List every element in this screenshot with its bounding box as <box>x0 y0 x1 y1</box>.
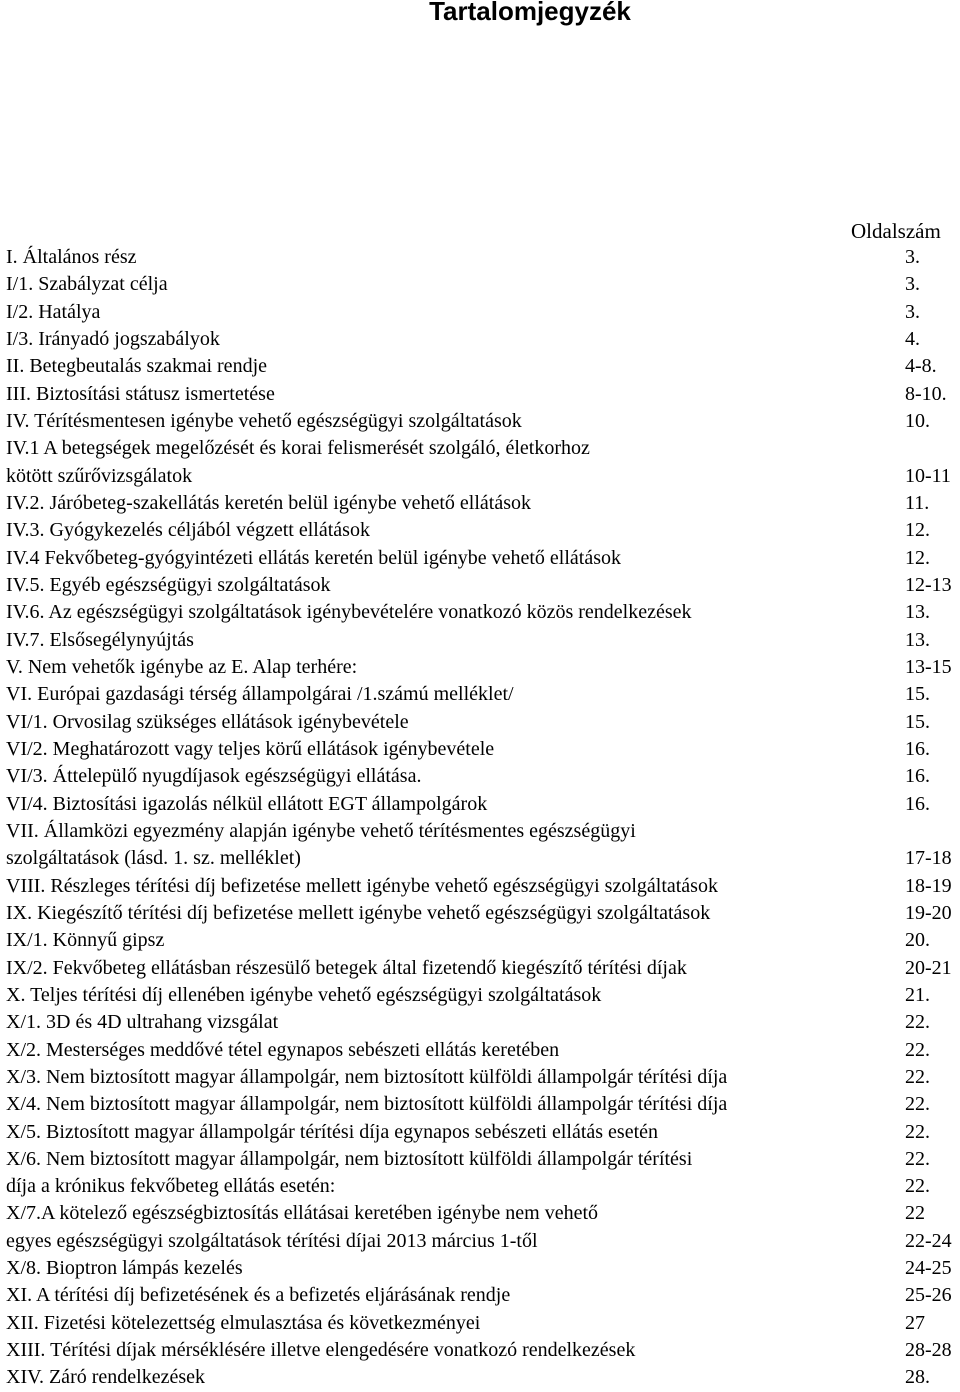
document-title: Tartalomjegyzék <box>429 0 631 26</box>
toc-entry-title: szolgáltatások (lásd. 1. sz. melléklet) <box>6 847 301 870</box>
toc-entry-title: X/4. Nem biztosított magyar állampolgár, nem biztosított külföldi állampolgár térítési díja <box>6 1093 728 1116</box>
toc-entry-page: 22-24 <box>905 1229 952 1252</box>
toc-entry <box>0 654 960 681</box>
toc-entry <box>0 1255 960 1282</box>
toc-entry-page: 16. <box>905 792 930 815</box>
toc-entry-page: 28-28 <box>905 1339 952 1362</box>
toc-entry <box>0 1282 960 1309</box>
toc-entry-title: X/7.A kötelező egészségbiztosítás ellátásai keretében igénybe nem vehető <box>6 1202 599 1225</box>
toc-entry-page: 28. <box>905 1366 930 1389</box>
toc-entry-title: X/1. 3D és 4D ultrahang vizsgálat <box>6 1011 279 1034</box>
toc-entry-title: VI/2. Meghatározott vagy teljes körű ellátások igénybevétele <box>6 737 495 760</box>
toc-entry-title: X/6. Nem biztosított magyar állampolgár, nem biztosított külföldi állampolgár térítési <box>6 1147 693 1170</box>
toc-entry-page: 22. <box>905 1147 930 1170</box>
toc-entry-page: 8-10. <box>905 382 947 405</box>
toc-entry <box>0 1119 960 1146</box>
toc-entry <box>0 1037 960 1064</box>
toc-entry-title: XIV. Záró rendelkezések <box>6 1366 205 1389</box>
toc-entry-page: 3. <box>905 273 920 296</box>
toc-entry <box>0 408 960 435</box>
toc-entry <box>0 1200 960 1227</box>
toc-entry-title: I/1. Szabályzat célja <box>6 273 168 296</box>
toc-entry <box>0 271 960 298</box>
page-number-column-header: Oldalszám <box>851 219 941 243</box>
toc-entry-page: 16. <box>905 737 930 760</box>
toc-entry-title: III. Biztosítási státusz ismertetése <box>6 382 275 405</box>
toc-entry-page: 4-8. <box>905 355 937 378</box>
toc-entry-title: XII. Fizetési kötelezettség elmulasztása és következményei <box>6 1311 481 1334</box>
toc-entry-page: 10. <box>905 409 930 432</box>
toc-entry-title: kötött szűrővizsgálatok <box>6 464 193 487</box>
toc-entry-page: 12. <box>905 519 930 542</box>
toc-entry-title: X. Teljes térítési díj ellenében igénybe vehető egészségügyi szolgáltatások <box>6 983 602 1006</box>
toc-entry <box>0 517 960 544</box>
toc-entry-page: 15. <box>905 683 930 706</box>
toc-entry-page: 4. <box>905 327 920 350</box>
toc-entry-page: 15. <box>905 710 930 733</box>
toc-entry <box>0 244 960 271</box>
toc-entry <box>0 599 960 626</box>
toc-entry-title: VII. Államközi egyezmény alapján igénybe vehető térítésmentes egészségügyi <box>6 819 636 842</box>
toc-entry-title: VIII. Részleges térítési díj befizetése mellett igénybe vehető egészségügyi szolgáltatások <box>6 874 718 897</box>
toc-entry <box>0 818 960 845</box>
toc-entry-title: IV.2. Járóbeteg-szakellátás keretén belül igénybe vehető ellátások <box>6 491 531 514</box>
toc-entry <box>0 982 960 1009</box>
toc-entry <box>0 955 960 982</box>
toc-entry-page: 13. <box>905 601 930 624</box>
toc-entry-title: IV.6. Az egészségügyi szolgáltatások igénybevételére vonatkozó közös rendelkezések <box>6 601 692 624</box>
toc-entry <box>0 1146 960 1173</box>
toc-entry-title: IV.4 Fekvőbeteg-gyógyintézeti ellátás keretén belül igénybe vehető ellátások <box>6 546 621 569</box>
table-of-contents <box>0 244 960 1392</box>
toc-entry-page: 11. <box>905 491 930 514</box>
toc-entry <box>0 1173 960 1200</box>
toc-entry <box>0 1064 960 1091</box>
toc-entry <box>0 791 960 818</box>
toc-entry-title: I/2. Hatálya <box>6 300 101 323</box>
toc-entry <box>0 1009 960 1036</box>
toc-entry-title: egyes egészségügyi szolgáltatások térítési díjai 2013 március 1-től <box>6 1229 538 1252</box>
toc-entry-title: VI/4. Biztosítási igazolás nélkül ellátott EGT állampolgárok <box>6 792 488 815</box>
toc-entry-title: V. Nem vehetők igénybe az E. Alap terhére: <box>6 655 358 678</box>
toc-entry-title: XI. A térítési díj befizetésének és a befizetés eljárásának rendje <box>6 1284 511 1307</box>
toc-entry-page: 22. <box>905 1093 930 1116</box>
toc-entry <box>0 1228 960 1255</box>
toc-entry-title: VI/1. Orvosilag szükséges ellátások igénybevétele <box>6 710 409 733</box>
toc-entry <box>0 627 960 654</box>
toc-entry-title: I/3. Irányadó jogszabályok <box>6 327 220 350</box>
toc-entry-page: 25-26 <box>905 1284 952 1307</box>
toc-entry-title: X/2. Mesterséges meddővé tétel egynapos sebészeti ellátás keretében <box>6 1038 560 1061</box>
toc-entry-title: IX. Kiegészítő térítési díj befizetése mellett igénybe vehető egészségügyi szolgáltatások <box>6 901 711 924</box>
toc-entry <box>0 545 960 572</box>
toc-entry <box>0 1091 960 1118</box>
toc-entry-page: 22 <box>905 1202 925 1225</box>
toc-entry-title: IV.3. Gyógykezelés céljából végzett ellátások <box>6 519 370 542</box>
toc-entry <box>0 435 960 462</box>
toc-entry-page: 16. <box>905 765 930 788</box>
toc-entry-title: X/3. Nem biztosított magyar állampolgár, nem biztosított külföldi állampolgár térítési díja <box>6 1065 728 1088</box>
toc-entry-page: 24-25 <box>905 1257 952 1280</box>
toc-entry-page: 22. <box>905 1011 930 1034</box>
toc-entry-page: 12-13 <box>905 573 952 596</box>
toc-entry-page: 22. <box>905 1175 930 1198</box>
toc-entry <box>0 1337 960 1364</box>
toc-entry <box>0 1310 960 1337</box>
toc-entry-title: IV.5. Egyéb egészségügyi szolgáltatások <box>6 573 331 596</box>
toc-entry-page: 19-20 <box>905 901 952 924</box>
toc-entry-page: 13-15 <box>905 655 952 678</box>
toc-entry-page: 22. <box>905 1038 930 1061</box>
toc-entry <box>0 463 960 490</box>
toc-entry-title: XIII. Térítési díjak mérséklésére illetve elengedésére vonatkozó rendelkezések <box>6 1339 636 1362</box>
toc-entry-page: 20. <box>905 929 930 952</box>
toc-entry-page: 12. <box>905 546 930 569</box>
toc-entry-page: 3. <box>905 246 920 268</box>
toc-entry-title: díja a krónikus fekvőbeteg ellátás esetén: <box>6 1175 336 1198</box>
toc-entry <box>0 927 960 954</box>
toc-entry <box>0 299 960 326</box>
toc-entry-page: 17-18 <box>905 847 952 870</box>
toc-entry-page: 27 <box>905 1311 925 1334</box>
toc-entry <box>0 736 960 763</box>
toc-entry-title: IV.1 A betegségek megelőzését és korai felismerését szolgáló, életkorhoz <box>6 437 590 460</box>
toc-entry-page: 22. <box>905 1065 930 1088</box>
toc-entry <box>0 572 960 599</box>
toc-entry-page: 3. <box>905 300 920 323</box>
toc-entry <box>0 681 960 708</box>
toc-entry <box>0 900 960 927</box>
toc-entry-title: IX/1. Könnyű gipsz <box>6 929 165 952</box>
toc-entry-page: 20-21 <box>905 956 952 979</box>
toc-entry <box>0 763 960 790</box>
toc-entry-title: X/8. Bioptron lámpás kezelés <box>6 1257 243 1280</box>
toc-entry <box>0 353 960 380</box>
toc-entry <box>0 1364 960 1391</box>
toc-entry-page: 10-11 <box>905 464 951 487</box>
toc-entry-title: X/5. Biztosított magyar állampolgár térítési díja egynapos sebészeti ellátás esetén <box>6 1120 659 1143</box>
toc-entry <box>0 709 960 736</box>
toc-entry <box>0 845 960 872</box>
toc-entry <box>0 326 960 353</box>
toc-entry <box>0 381 960 408</box>
toc-entry-title: IV. Térítésmentesen igénybe vehető egészségügyi szolgáltatások <box>6 409 522 432</box>
toc-entry-title: IV.7. Elsősegélynyújtás <box>6 628 194 651</box>
toc-entry-page: 13. <box>905 628 930 651</box>
toc-entry-page: 22. <box>905 1120 930 1143</box>
toc-entry-title: II. Betegbeutalás szakmai rendje <box>6 355 267 378</box>
toc-entry-title: VI. Európai gazdasági térség állampolgárai /1.számú melléklet/ <box>6 683 514 706</box>
toc-entry <box>0 490 960 517</box>
toc-entry-title: VI/3. Áttelepülő nyugdíjasok egészségügyi ellátása. <box>6 765 422 788</box>
toc-entry-title: I. Általános rész <box>6 246 137 268</box>
toc-entry <box>0 873 960 900</box>
toc-entry-title: IX/2. Fekvőbeteg ellátásban részesülő betegek által fizetendő kiegészítő térítési díjak <box>6 956 687 979</box>
toc-entry-page: 18-19 <box>905 874 952 897</box>
toc-entry-page: 21. <box>905 983 930 1006</box>
